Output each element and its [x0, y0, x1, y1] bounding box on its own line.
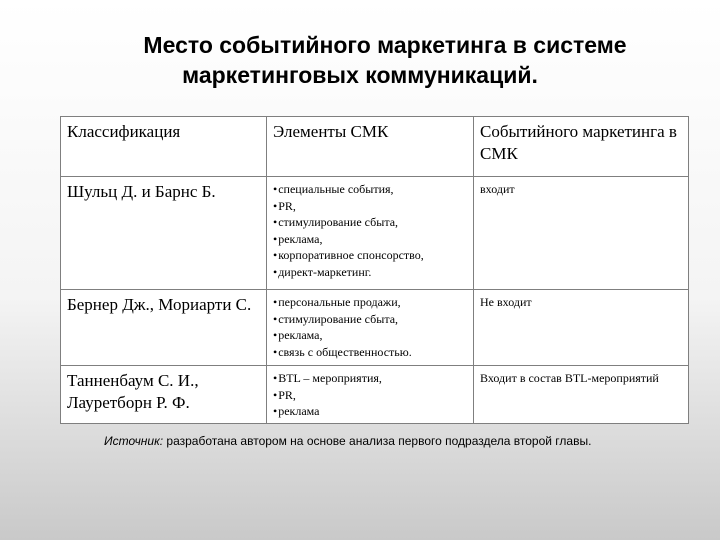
row-status: Входит в состав BTL-мероприятий — [474, 366, 689, 424]
list-item: • реклама, — [273, 231, 467, 248]
header-event-marketing: Событийного маркетинга в СМК — [474, 117, 689, 177]
row-elements-list — [267, 290, 474, 366]
list-item: • персональные продажи, — [273, 294, 467, 311]
source-text: разработана автором на основе анализа первого подраздела второй главы. — [163, 434, 592, 448]
list-item: • директ-маркетинг. — [273, 264, 467, 281]
list-item: • стимулирование сбыта, — [273, 214, 467, 231]
list-item: • стимулирование сбыта, — [273, 311, 467, 328]
title-line-2: маркетинговых коммуникаций. — [182, 62, 538, 88]
table-row — [61, 177, 689, 290]
row-status: входит — [474, 177, 689, 290]
list-item: • корпоративное спонсорство, — [273, 247, 467, 264]
row-classification: Бернер Дж., Мориарти С. — [61, 290, 267, 366]
row-elements-list — [267, 177, 474, 290]
header-smk-elements: Элементы СМК — [267, 117, 474, 177]
table-row — [61, 366, 689, 424]
slide-title — [0, 30, 720, 90]
list-item: • PR, — [273, 387, 467, 404]
title-line-1: Место событийного маркетинга в системе — [143, 32, 627, 58]
list-item: • BTL – мероприятия, — [273, 370, 467, 387]
list-item: • PR, — [273, 198, 467, 215]
list-item: • связь с общественностью. — [273, 344, 467, 361]
classification-table — [60, 116, 689, 424]
source-label: Источник: — [104, 434, 164, 448]
list-item: • реклама, — [273, 327, 467, 344]
source-note — [104, 434, 591, 448]
row-elements-list — [267, 366, 474, 424]
table-row — [61, 290, 689, 366]
header-classification: Классификация — [61, 117, 267, 177]
list-item: • реклама — [273, 403, 467, 420]
list-item: • специальные события, — [273, 181, 467, 198]
row-classification: Шульц Д. и Барнс Б. — [61, 177, 267, 290]
row-classification: Танненбаум С. И., Лауретборн Р. Ф. — [61, 366, 267, 424]
row-status: Не входит — [474, 290, 689, 366]
table-header-row — [61, 117, 689, 177]
